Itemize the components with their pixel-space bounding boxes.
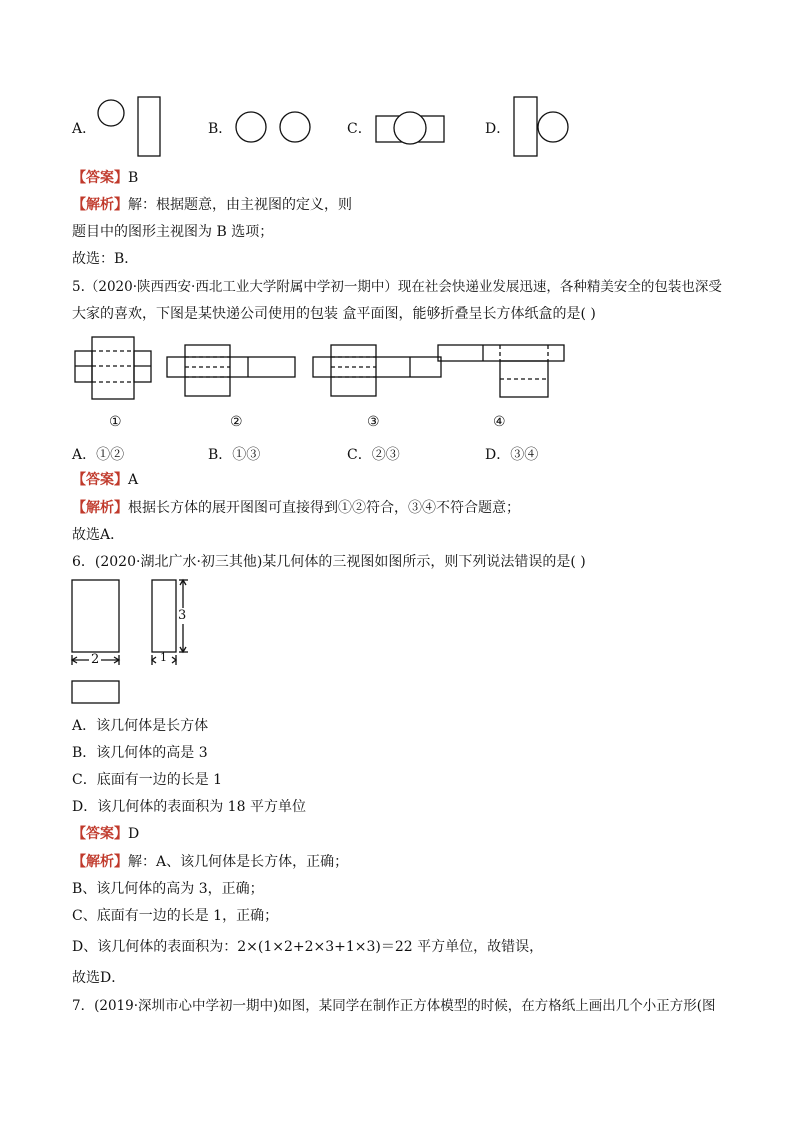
q6-analysis-line-2: B、该几何体的高为 3，正确； [72, 881, 264, 897]
q5-stem-line-1: 5.（2020·陕西西安·西北工业大学附属中学初一期中）现在社会快递业发展迅速，各种精美安全的包装也深受 [72, 279, 722, 295]
q6-depth-label: 1 [160, 651, 167, 664]
q6-answer [72, 824, 139, 844]
q5-option-c: C．②③ [347, 447, 400, 463]
q4-option-c: C． [347, 121, 372, 137]
answer-tag: 【答案】 [72, 170, 128, 186]
analysis-text: 解：根据题意，由主视图的定义，则 [128, 197, 352, 213]
answer-tag: 【答案】 [72, 826, 128, 842]
answer-tag: 【答案】 [72, 472, 128, 488]
q6-option-a: A．该几何体是长方体 [72, 718, 209, 734]
q6-option-b: B．该几何体的高是 3 [72, 745, 208, 761]
q5-figure-label-4: ④ [493, 414, 506, 430]
q6-analysis-line-5: 故选D． [72, 970, 126, 986]
q6-analysis-line-3: C、底面有一边的长是 1，正确； [72, 908, 279, 924]
q4-analysis-line-2: 题目中的图形主视图为 B 选项； [72, 224, 274, 240]
q5-figure-label-3: ③ [367, 414, 380, 430]
analysis-tag: 【解析】 [72, 197, 128, 213]
analysis-text: 根据长方体的展开图图可直接得到①②符合，③④不符合题意； [128, 500, 520, 516]
q5-option-d: D．③④ [485, 447, 539, 463]
q5-analysis-line-2: 故选A． [72, 527, 125, 543]
q4-analysis-line-3: 故选：B． [72, 251, 139, 267]
q5-figure-label-2: ② [230, 414, 243, 430]
q5-stem-line-2: 大家的喜欢，下图是某快递公司使用的包装 盒平面图，能够折叠呈长方体纸盒的是( ) [72, 306, 596, 322]
answer-value: A [128, 472, 139, 488]
answer-value: D [128, 826, 140, 842]
q5-option-a: A．①② [72, 447, 125, 463]
analysis-text: 解：A、该几何体是长方体，正确； [128, 854, 349, 870]
q4-option-b: B． [208, 121, 233, 137]
q5-figure-label-1: ① [109, 414, 122, 430]
q6-option-d: D．该几何体的表面积为 18 平方单位 [72, 799, 306, 815]
analysis-tag: 【解析】 [72, 854, 128, 870]
q6-height-label: 3 [178, 608, 187, 623]
q5-option-b: B．①③ [208, 447, 261, 463]
q7-stem: 7．(2019·深圳市心中学初一期中)如图，某同学在制作正方体模型的时候，在方格纸上画出几个小正方形(图 [72, 998, 716, 1014]
q4-option-d: D． [485, 121, 511, 137]
q6-analysis-line-4: D、该几何体的表面积为：2×(1×2+2×3+1×3)＝22 平方单位，故错误， [72, 939, 544, 955]
q6-stem: 6．(2020·湖北广水·初三其他)某几何体的三视图如图所示，则下列说法错误的是( ) [72, 554, 586, 570]
q6-option-c: C．底面有一边的长是 1 [72, 772, 223, 788]
q4-option-a: A． [72, 121, 97, 137]
q6-analysis [72, 852, 348, 872]
analysis-tag: 【解析】 [72, 500, 128, 516]
q6-width-label: 2 [91, 652, 100, 667]
answer-value: B [128, 170, 139, 186]
